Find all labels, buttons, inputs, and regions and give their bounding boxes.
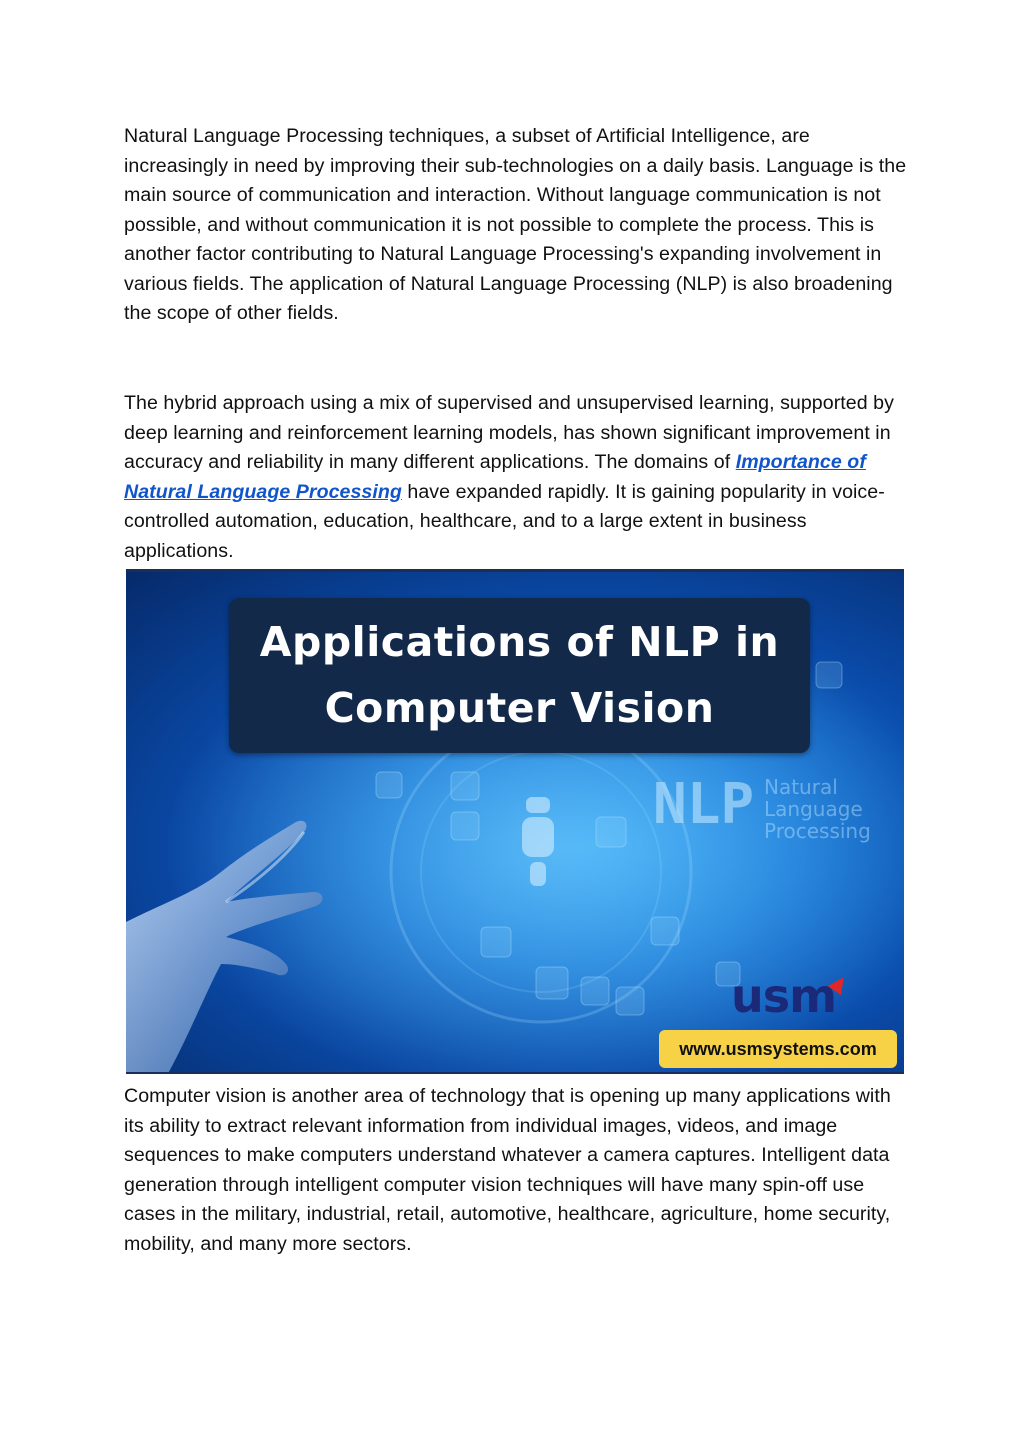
paragraph-text-before-link: The hybrid approach using a mix of supervised and unsupervised learning, supported by deep learning and reinforcement learning models, has shown significant improvement in accuracy and reliability in many different applications. The domains of [124,392,894,473]
banner-nlp-subtitle: Natural Language Processing [764,775,871,843]
paragraph-intro: Natural Language Processing techniques, a subset of Artificial Intelligence, are increasingly in need by improving their sub-technologies on a daily basis. Language is the main source of communication and interaction. Without language communication is not possible, and without communication it is not possible to complete the process. This is another factor contributing to Natural Language Processing's expanding involvement in various fields. The application of Natural Language Processing (NLP) is also broadening the scope of other fields. [124,125,907,324]
nlp-computer-vision-banner-image [126,569,904,1074]
banner-nlp-word: NLP [653,772,755,837]
paragraph-hybrid-approach [124,389,914,566]
paragraph-text-after-link: have expanded rapidly. It is gaining popularity in voice-controlled automation, education, healthcare, and to a large extent in business applications. [124,480,885,562]
banner-title-box [229,598,810,753]
banner-title-line-2: Computer Vision [324,684,715,732]
usm-logo: usm [731,969,837,1023]
paragraph-computer-vision: Computer vision is another area of technology that is opening up many applications with its ability to extract relevant information from individual images, videos, and image sequences to make computers understand whatever a camera captures. Intelligent data generation through intelligent computer vision techniques will have many spin-off use cases in the military, industrial, retail, automotive, healthcare, agriculture, home security, mobility, and many more sectors. [124,1085,891,1255]
importance-of-nlp-link[interactable]: Importance of Natural Language Processing [124,451,866,503]
website-url-badge: www.usmsystems.com [659,1030,897,1068]
banner-title-line-1: Applications of NLP in [259,618,780,666]
